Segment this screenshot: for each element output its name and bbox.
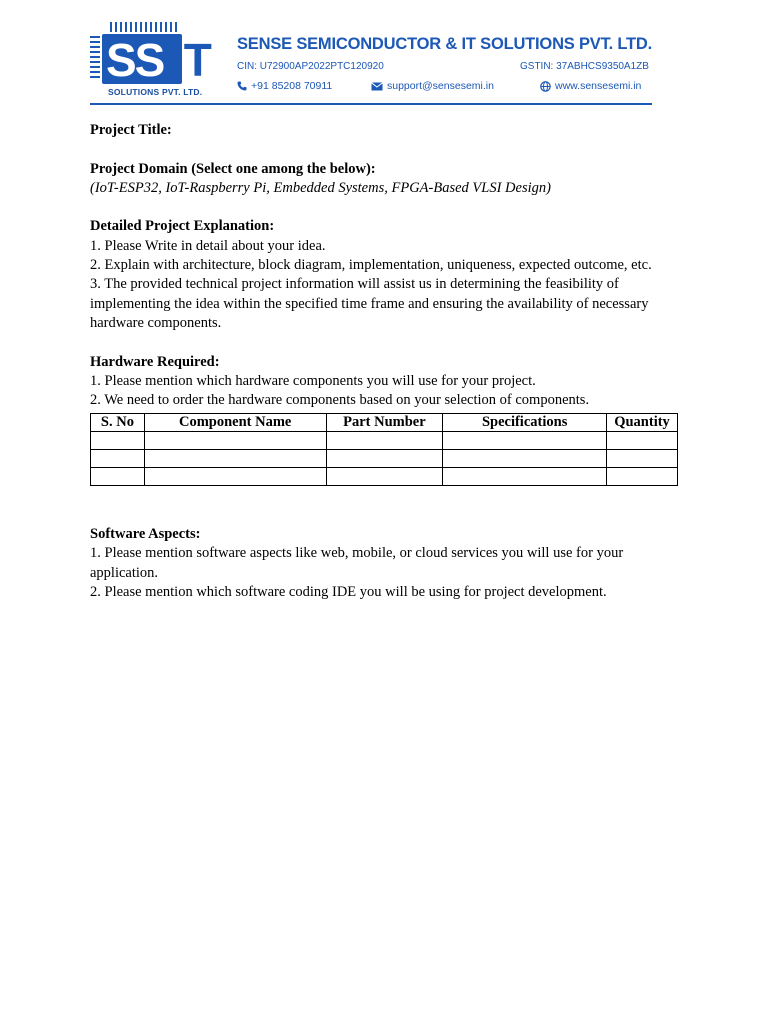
- contact-phone: [237, 80, 332, 92]
- col-header-sno: S. No: [91, 414, 145, 432]
- logo-subtitle: SOLUTIONS PVT. LTD.: [108, 87, 203, 97]
- table-cell[interactable]: [144, 450, 326, 468]
- table-cell[interactable]: [607, 450, 678, 468]
- svg-text:SS: SS: [106, 34, 164, 86]
- company-name: SENSE SEMICONDUCTOR & IT SOLUTIONS PVT. LTD.: [237, 35, 653, 53]
- software-line-1: 1. Please mention software aspects like web, mobile, or cloud services you will use for your application.: [90, 545, 624, 581]
- explanation-heading: Detailed Project Explanation:: [90, 218, 275, 235]
- explanation-line-1: 1. Please Write in detail about your idea.: [90, 237, 326, 254]
- col-header-quantity: Quantity: [607, 414, 678, 432]
- table-cell[interactable]: [144, 468, 326, 486]
- phone-number[interactable]: +91 85208 70911: [251, 80, 333, 92]
- svg-text:iT: iT: [172, 34, 211, 86]
- table-cell[interactable]: [607, 432, 678, 450]
- cin-number: CIN: U72900AP2022PTC120920: [237, 61, 384, 72]
- col-header-specifications: Specifications: [443, 414, 607, 432]
- explanation-line-2: 2. Explain with architecture, block diagram, implementation, uniqueness, expected outcome, etc.: [90, 257, 652, 274]
- table-cell[interactable]: [443, 468, 607, 486]
- letterhead: [90, 20, 652, 106]
- phone-icon: [237, 81, 247, 91]
- table-row: [91, 432, 678, 450]
- table-header-row: [91, 414, 678, 432]
- hardware-line-1: 1. Please mention which hardware components you will use for your project.: [90, 372, 536, 389]
- table-cell[interactable]: [443, 432, 607, 450]
- software-heading: Software Aspects:: [90, 526, 201, 543]
- table-cell[interactable]: [443, 450, 607, 468]
- table-cell[interactable]: [607, 468, 678, 486]
- table-cell[interactable]: [91, 432, 145, 450]
- document-body: [90, 121, 680, 602]
- software-line-2: 2. Please mention which software coding IDE you will be using for project development.: [90, 583, 607, 600]
- table-row: [91, 450, 678, 468]
- table-cell[interactable]: [91, 468, 145, 486]
- table-cell[interactable]: [144, 432, 326, 450]
- hardware-table: [90, 413, 678, 486]
- domain-options: (IoT-ESP32, IoT-Raspberry Pi, Embedded Systems, FPGA-Based VLSI Design): [90, 179, 551, 196]
- globe-icon: [540, 81, 551, 92]
- table-cell[interactable]: [326, 450, 443, 468]
- contact-email: [371, 80, 494, 92]
- contact-row: [237, 80, 652, 96]
- hardware-heading: Hardware Required:: [90, 353, 220, 370]
- company-logo: [90, 20, 228, 100]
- project-title-label: Project Title:: [90, 122, 172, 138]
- website-link[interactable]: www.sensesemi.in: [555, 80, 642, 92]
- table-cell[interactable]: [91, 450, 145, 468]
- gstin-number: GSTIN: 37ABHCS9350A1ZB: [520, 61, 649, 72]
- table-cell[interactable]: [326, 432, 443, 450]
- domain-heading: Project Domain (Select one among the below):: [90, 160, 376, 177]
- contact-website: [540, 80, 641, 92]
- table-cell[interactable]: [326, 468, 443, 486]
- col-header-component-name: Component Name: [144, 414, 326, 432]
- mail-icon: [371, 82, 383, 91]
- letterhead-divider: [90, 103, 652, 105]
- email-link[interactable]: support@sensesemi.in: [387, 80, 494, 92]
- explanation-line-3: 3. The provided technical project information will assist us in determining the feasibility of implementing the idea within the specified time frame and ensuring the availability of necessary hardware components.: [90, 276, 649, 331]
- col-header-part-number: Part Number: [326, 414, 443, 432]
- table-row: [91, 468, 678, 486]
- hardware-line-2: 2. We need to order the hardware components based on your selection of components.: [90, 392, 590, 409]
